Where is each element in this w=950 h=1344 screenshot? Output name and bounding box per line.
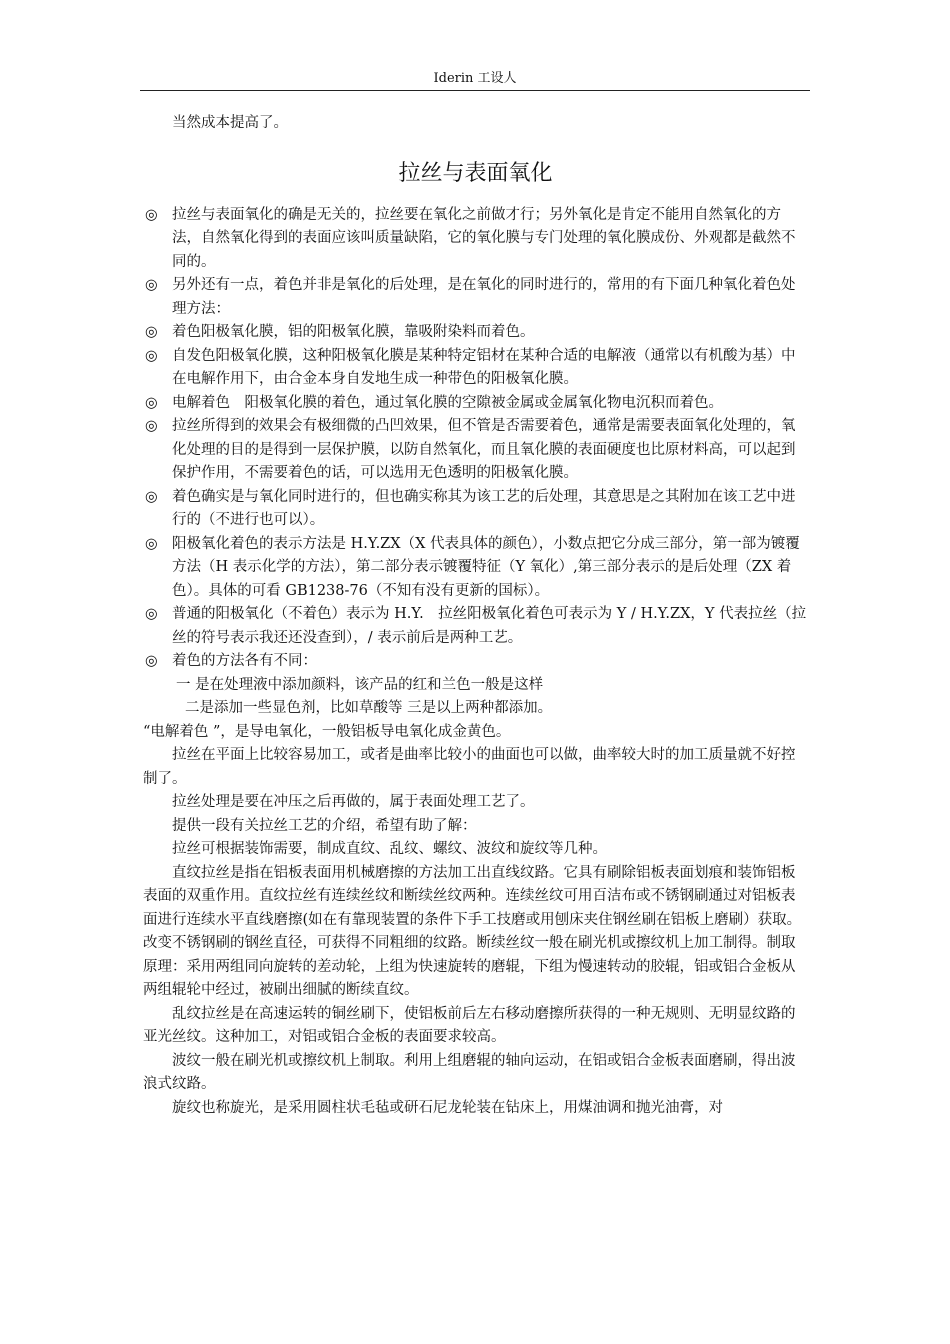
bullet-text: 普通的阳极氧化（不着色）表示为 H.Y. 拉丝阳极氧化着色可表示为 Y / H.Y.ZX，Y 代表拉丝（拉丝的符号表示我还还没查到），/ 表示前后是两种工艺。 bbox=[172, 606, 807, 646]
body-paragraph: 波纹一般在刷光机或擦纹机上制取。利用上组磨辊的轴向运动，在铝或铝合金板表面磨刷，得出波浪式纹路。 bbox=[143, 1052, 796, 1092]
sub-line: 二是添加一些显色剂，比如草酸等 三是以上两种都添加。 bbox=[185, 700, 553, 716]
bullet-mark-icon: ◎ bbox=[145, 324, 158, 340]
bullet-item bbox=[143, 392, 808, 416]
bullet-text: 着色的方法各有不同： bbox=[172, 653, 317, 669]
bullet-text: 另外还有一点，着色并非是氧化的后处理，是在氧化的同时进行的，常用的有下面几种氧化着色处理方法： bbox=[172, 277, 796, 317]
bullet-item bbox=[143, 415, 808, 486]
sub-line: 一 是在处理液中添加颜料，该产品的红和兰色一般是这样 bbox=[176, 676, 544, 693]
document-body bbox=[143, 112, 808, 1120]
bullet-mark-icon: ◎ bbox=[145, 535, 158, 552]
bullet-mark-icon: ◎ bbox=[145, 347, 158, 364]
header-text: Iderin 工设人 bbox=[433, 71, 517, 86]
body-paragraph: 拉丝处理是要在冲压之后再做的，属于表面处理工艺了。 bbox=[172, 794, 535, 810]
section-title: 拉丝与表面氧化 bbox=[398, 160, 553, 186]
bullet-text: 阳极氧化着色的表示方法是 H.Y.ZX（X 代表具体的颜色），小数点把它分成三部分，第一部为镀覆方法（H 表示化学的方法），第二部分表示镀覆特征（Y 氧化）,第三部分表示的是后处理（ZX 着色）。具体的可看 GB1238-76（不知有没有更新的国标）。 bbox=[172, 535, 800, 599]
bullet-text: 拉丝所得到的效果会有极细微的凸凹效果，但不管是否需要着色，通常是需要表面氧化处理的，氧化处理的目的是得到一层保护膜，以防自然氧化，而且氧化膜的表面硬度也比原材料高，可以起到保护作用，不需要着色的话，可以选用无色透明的阳极氧化膜。 bbox=[172, 418, 796, 481]
bullet-item bbox=[143, 321, 808, 345]
page-header bbox=[140, 70, 810, 91]
bullet-mark-icon: ◎ bbox=[145, 277, 158, 293]
bullet-text: 电解着色 阳极氧化膜的着色，通过氧化膜的空隙被金属或金属氧化物电沉积而着色。 bbox=[172, 394, 723, 411]
intro-line: 当然成本提高了。 bbox=[172, 115, 288, 131]
bullet-item bbox=[143, 486, 808, 533]
body-paragraph: 拉丝可根据装饰需要，制成直纹、乱纹、螺纹、波纹和旋纹等几种。 bbox=[172, 841, 607, 857]
bullet-text: 拉丝与表面氧化的确是无关的，拉丝要在氧化之前做才行；另外氧化是肯定不能用自然氧化的方法，自然氧化得到的表面应该叫质量缺陷，它的氧化膜与专门处理的氧化膜成份、外观都是截然不同的。 bbox=[172, 206, 796, 270]
bullet-text: 着色确实是与氧化同时进行的，但也确实称其为该工艺的后处理，其意思是之其附加在该工艺中进行的（不进行也可以）。 bbox=[172, 488, 796, 528]
bullet-mark-icon: ◎ bbox=[145, 606, 158, 622]
body-paragraph: 旋纹也称旋光，是采用圆柱状毛毡或研石尼龙轮装在钻床上，用煤油调和抛光油膏，对 bbox=[172, 1099, 723, 1116]
body-paragraph: 乱纹拉丝是在高速运转的铜丝刷下，使铝板前后左右移动磨擦所获得的一种无规则、无明显纹路的亚光丝纹。这种加工，对铝或铝合金板的表面要求较高。 bbox=[143, 1005, 796, 1045]
bullet-item bbox=[143, 603, 808, 650]
quote-line: “电解着色 ”，是导电氧化，一般铝板导电氧化成金黄色。 bbox=[143, 723, 511, 740]
body-paragraph: 拉丝在平面上比较容易加工，或者是曲率比较小的曲面也可以做，曲率较大时的加工质量就不好控制了。 bbox=[143, 747, 796, 787]
bullet-item bbox=[143, 204, 808, 275]
bullet-mark-icon: ◎ bbox=[145, 653, 158, 669]
body-paragraph: 提供一段有关拉丝工艺的介绍，希望有助了解： bbox=[172, 817, 477, 834]
bullet-item bbox=[143, 650, 808, 674]
bullet-item bbox=[143, 274, 808, 321]
bullet-mark-icon: ◎ bbox=[145, 394, 158, 411]
bullet-mark-icon: ◎ bbox=[145, 488, 158, 505]
bullet-mark-icon: ◎ bbox=[145, 418, 158, 434]
bullet-text: 自发色阳极氧化膜，这种阳极氧化膜是某种特定铝材在某种合适的电解液（通常以有机酸为基）中在电解作用下，由合金本身自发地生成一种带色的阳极氧化膜。 bbox=[172, 347, 796, 387]
body-paragraph: 直纹拉丝是指在铝板表面用机械磨擦的方法加工出直线纹路。它具有刷除铝板表面划痕和装饰铝板表面的双重作用。直纹拉丝有连续丝纹和断续丝纹两种。连续丝纹可用百洁布或不锈钢刷通过对铝板表面进行连续水平直线磨擦(如在有靠现装置的条件下手工技磨或用刨床夹住钢丝刷在铝板上磨刷）获取。改变不锈钢刷的钢丝直径，可获得不同粗细的纹路。断续丝纹一般在刷光机或擦纹机上加工制得。制取原理：采用两组同向旋转的差动轮，上组为快速旋转的磨辊，下组为慢速转动的胶辊，铝或铝合金板从两组辊轮中经过，被刷出细腻的断续直纹。 bbox=[143, 864, 802, 998]
bullet-text: 着色阳极氧化膜，铝的阳极氧化膜，靠吸附染料而着色。 bbox=[172, 324, 535, 340]
bullet-item bbox=[143, 345, 808, 392]
bullet-mark-icon: ◎ bbox=[145, 206, 158, 223]
bullet-item bbox=[143, 533, 808, 604]
